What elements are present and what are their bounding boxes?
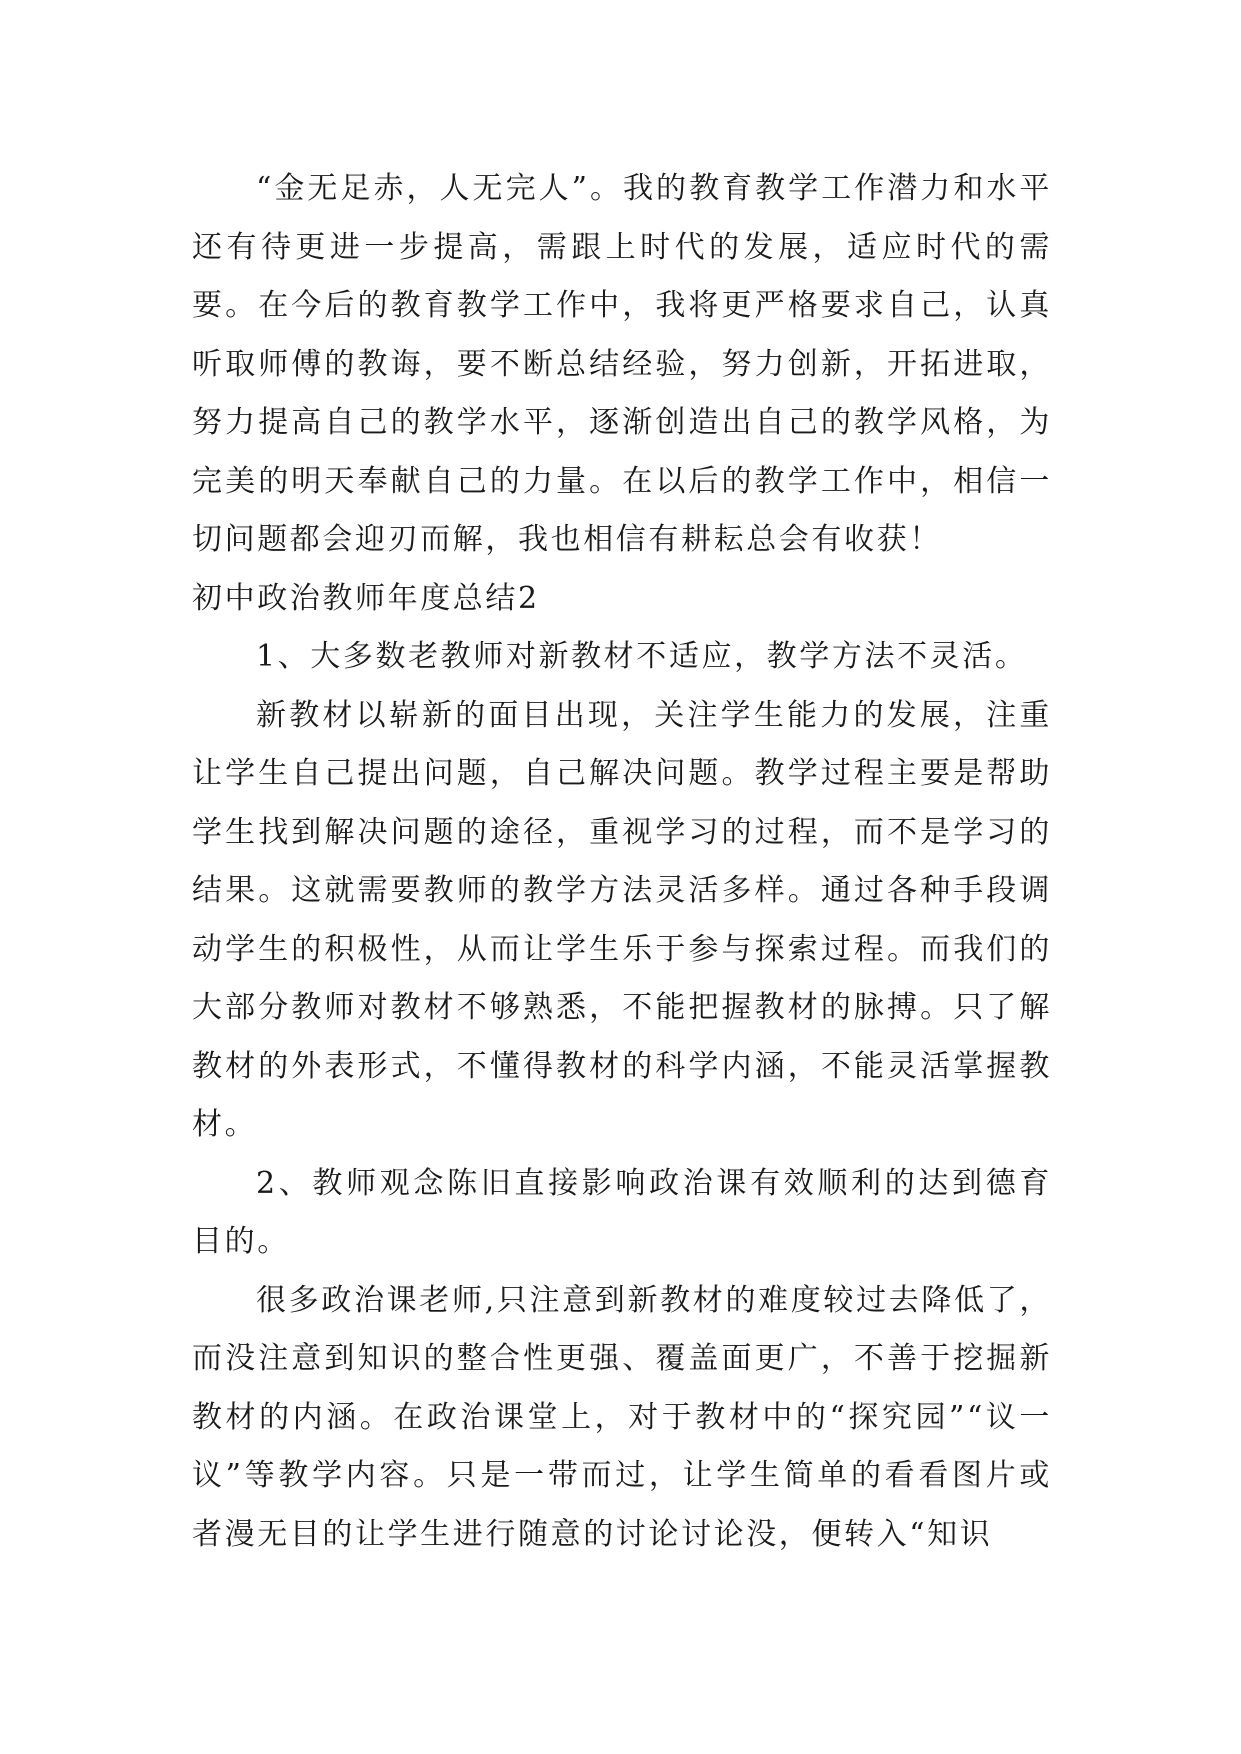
section-heading: 初中政治教师年度总结2 — [192, 580, 540, 616]
paragraph-conclusion: “金无足赤，人无完人”。我的教育教学工作潜力和水平还有待更进一步提高，需跟上时代的发展，适应时代的需要。在今后的教育教学工作中，我将更严格要求自己，认真听取师傅的教诲，要不断总结经验，努力创新，开拓进取，努力提高自己的教学水平，逐渐创造出自己的教学风格，为完美的明天奉献自己的力量。在以后的教学工作中，相信一切问题都会迎刃而解，我也相信有耕耘总会有收获！ — [192, 171, 1052, 557]
paragraph-point-2-detail: 很多政治课老师,只注意到新教材的难度较过去降低了，而没注意到知识的整合性更强、覆盖面更广，不善于挖掘新教材的内涵。在政治课堂上，对于教材中的“探究园”“议一议”等教学内容。只是一带而过，让学生简单的看看图片或者漫无目的让学生进行随意的讨论讨论没，便转入“知识 — [192, 1282, 1052, 1552]
paragraph-point-1-detail: 新教材以崭新的面目出现，关注学生能力的发展，注重让学生自己提出问题，自己解决问题。教学过程主要是帮助学生找到解决问题的途径，重视学习的过程，而不是学习的结果。这就需要教师的教学方法灵活多样。通过各种手段调动学生的积极性，从而让学生乐于参与探索过程。而我们的大部分教师对教材不够熟悉，不能把握教材的脉搏。只了解教材的外表形式，不懂得教材的科学内涵，不能灵活掌握教材。 — [192, 697, 1052, 1142]
paragraph-point-1: 1、大多数老教师对新教材不适应，教学方法不灵活。 — [256, 639, 1028, 674]
paragraph-point-2: 2、教师观念陈旧直接影响政治课有效顺利的达到德育目的。 — [192, 1165, 1052, 1259]
document-body — [192, 160, 1052, 1564]
